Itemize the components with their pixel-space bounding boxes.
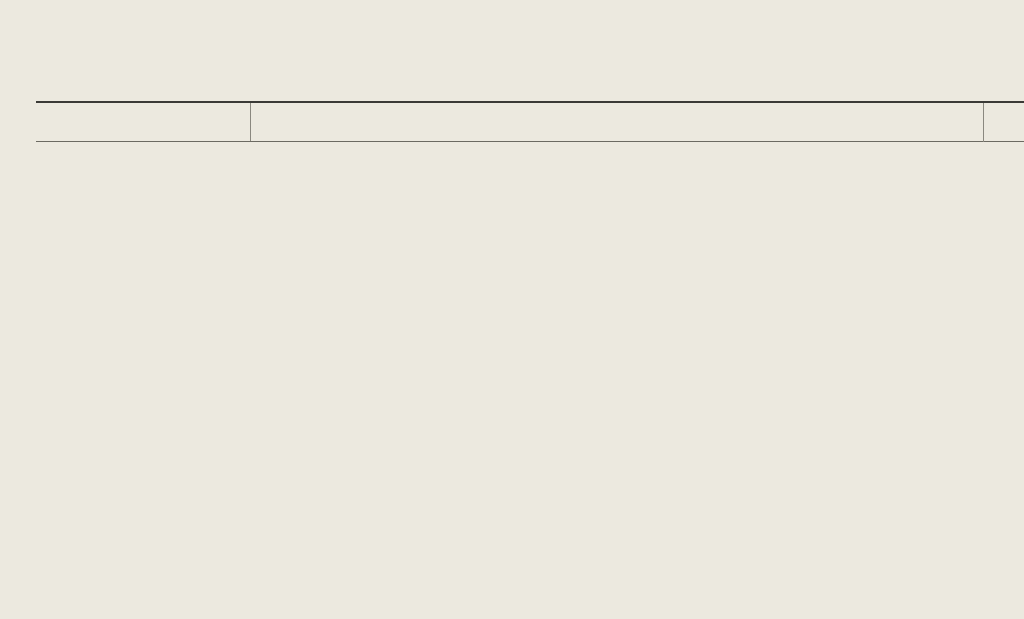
causes-header bbox=[36, 102, 250, 142]
ages-header bbox=[250, 102, 983, 142]
all-ages-header bbox=[983, 102, 1024, 142]
deaths-table bbox=[36, 101, 1024, 142]
